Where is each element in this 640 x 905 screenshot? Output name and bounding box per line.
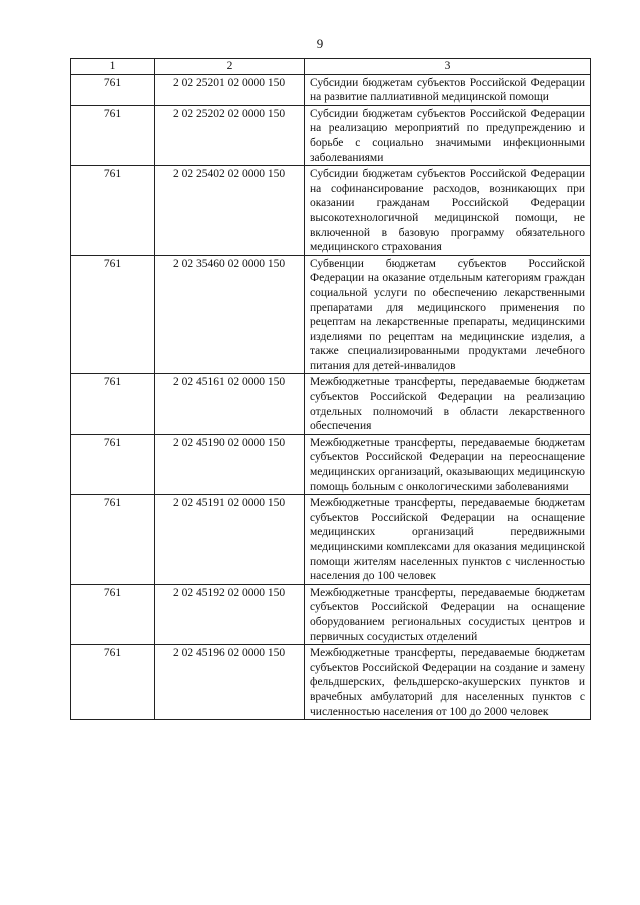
description-cell: Субвенции бюджетам субъектов Российской Федерации на оказание отдельным категориям граждан социальной услуги по обеспечению лекарственными препаратами для медицинского применения по рецептам на лекарственные препараты, медицинскими изделиями по рецептам на медицинские изделия, а также специализированными продуктами лечебного питания для детей-инвалидов bbox=[305, 255, 591, 374]
description-cell: Межбюджетные трансферты, передаваемые бюджетам субъектов Российской Федерации на создание и замену фельдшерских, фельдшерско-акушерских пунктов и врачебных амбулаторий для населенных пунктов с численностью населения от 100 до 2000 человек bbox=[305, 645, 591, 720]
budget-code-cell: 2 02 45161 02 0000 150 bbox=[155, 374, 305, 434]
budget-code-cell: 2 02 25202 02 0000 150 bbox=[155, 105, 305, 165]
description-cell: Межбюджетные трансферты, передаваемые бюджетам субъектов Российской Федерации на переоснащение медицинских организаций, оказывающих медицинскую помощь больным с онкологическими заболеваниями bbox=[305, 434, 591, 494]
budget-code-cell: 2 02 45190 02 0000 150 bbox=[155, 434, 305, 494]
table-row bbox=[71, 74, 591, 105]
admin-code-cell: 761 bbox=[71, 74, 155, 105]
description-cell: Субсидии бюджетам субъектов Российской Федерации на реализацию мероприятий по предупреждению и борьбе с социально значимыми инфекционными заболеваниями bbox=[305, 105, 591, 165]
budget-code-cell: 2 02 45192 02 0000 150 bbox=[155, 584, 305, 644]
description-cell: Субсидии бюджетам субъектов Российской Федерации на развитие паллиативной медицинской помощи bbox=[305, 74, 591, 105]
admin-code-cell: 761 bbox=[71, 105, 155, 165]
table-row bbox=[71, 584, 591, 644]
budget-code-cell: 2 02 25402 02 0000 150 bbox=[155, 166, 305, 256]
admin-code-cell: 761 bbox=[71, 434, 155, 494]
admin-code-cell: 761 bbox=[71, 374, 155, 434]
table-row bbox=[71, 105, 591, 165]
table-row bbox=[71, 495, 591, 585]
admin-code-cell: 761 bbox=[71, 645, 155, 720]
header-col-1: 1 bbox=[71, 59, 155, 75]
budget-code-cell: 2 02 45191 02 0000 150 bbox=[155, 495, 305, 585]
admin-code-cell: 761 bbox=[71, 584, 155, 644]
admin-code-cell: 761 bbox=[71, 166, 155, 256]
table-row bbox=[71, 255, 591, 374]
budget-code-cell: 2 02 45196 02 0000 150 bbox=[155, 645, 305, 720]
description-cell: Межбюджетные трансферты, передаваемые бюджетам субъектов Российской Федерации на реализацию отдельных полномочий в области лекарственного обеспечения bbox=[305, 374, 591, 434]
header-col-3: 3 bbox=[305, 59, 591, 75]
header-col-2: 2 bbox=[155, 59, 305, 75]
description-cell: Субсидии бюджетам субъектов Российской Федерации на софинансирование расходов, возникающих при оказании гражданам Российской Федерации высокотехнологичной медицинской помощи, не включенной в базовую программу обязательного медицинского страхования bbox=[305, 166, 591, 256]
description-cell: Межбюджетные трансферты, передаваемые бюджетам субъектов Российской Федерации на оснащение медицинских организаций передвижными медицинскими комплексами для оказания медицинской помощи жителям населенных пунктов с численностью населения до 100 человек bbox=[305, 495, 591, 585]
table-row bbox=[71, 166, 591, 256]
table-header-row bbox=[71, 59, 591, 75]
description-cell: Межбюджетные трансферты, передаваемые бюджетам субъектов Российской Федерации на оснащение оборудованием региональных сосудистых центров и первичных сосудистых отделений bbox=[305, 584, 591, 644]
budget-codes-table bbox=[70, 58, 591, 720]
table-row bbox=[71, 374, 591, 434]
page-number: 9 bbox=[316, 36, 324, 51]
admin-code-cell: 761 bbox=[71, 255, 155, 374]
budget-code-cell: 2 02 25201 02 0000 150 bbox=[155, 74, 305, 105]
table-row bbox=[71, 645, 591, 720]
table-row bbox=[71, 434, 591, 494]
admin-code-cell: 761 bbox=[71, 495, 155, 585]
budget-code-cell: 2 02 35460 02 0000 150 bbox=[155, 255, 305, 374]
